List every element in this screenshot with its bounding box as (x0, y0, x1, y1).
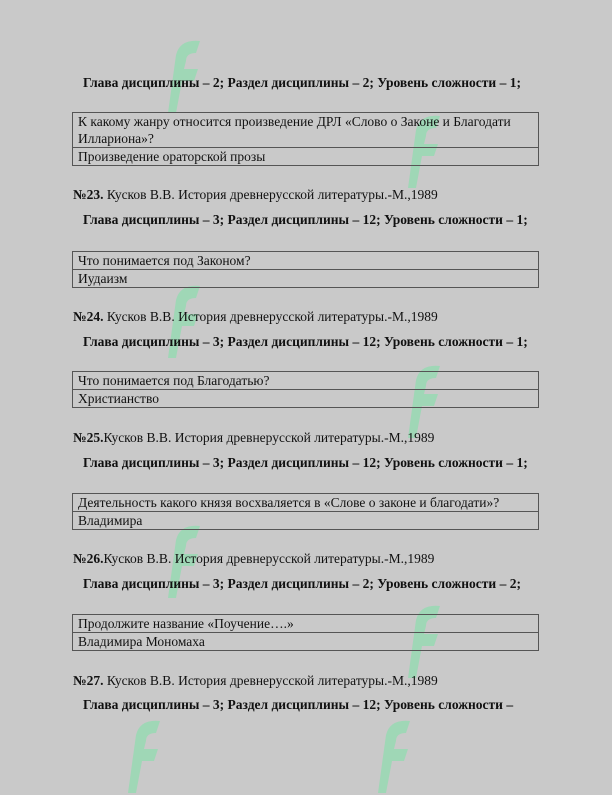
answer-cell: Произведение ораторской прозы (73, 147, 538, 165)
question-reference (73, 429, 434, 446)
question-table (72, 251, 539, 288)
section-heading: Глава дисциплины – 3; Раздел дисциплины – 12; Уровень сложности – 1; (83, 334, 528, 349)
question-cell: К какому жанру относится произведение ДРЛ «Слово о Законе и Благодати Иллариона»? (78, 114, 511, 146)
question-reference (73, 550, 434, 567)
watermark-logo-icon (360, 715, 418, 795)
question-number: №25. (73, 430, 104, 445)
question-table (72, 493, 539, 530)
question-number: №27. (73, 673, 104, 688)
question-reference (73, 186, 438, 203)
question-table (72, 614, 539, 651)
question-cell: Продолжите название «Поучение….» (78, 616, 294, 631)
section-heading: Глава дисциплины – 3; Раздел дисциплины – 2; Уровень сложности – 2; (83, 576, 521, 591)
question-number: №26. (73, 551, 104, 566)
answer-cell: Христианство (73, 389, 538, 407)
question-cell: Деятельность какого князя восхваляется в «Слове о законе и благодати»? (78, 495, 500, 510)
question-number: №23. (73, 187, 104, 202)
answer-cell: Владимира (73, 511, 538, 529)
section-heading: Глава дисциплины – 2; Раздел дисциплины – 2; Уровень сложности – 1; (83, 75, 521, 90)
question-reference (73, 672, 438, 689)
question-table (72, 112, 539, 166)
answer-cell: Иудаизм (73, 269, 538, 287)
reference-text: Кусков В.В. История древнерусской литературы.-М.,1989 (103, 309, 438, 324)
question-cell: Что понимается под Законом? (78, 253, 251, 268)
reference-text: Кусков В.В. История древнерусской литературы.-М.,1989 (103, 673, 438, 688)
reference-text: Кусков В.В. История древнерусской литературы.-М.,1989 (103, 187, 438, 202)
reference-text: Кусков В.В. История древнерусской литературы.-М.,1989 (103, 430, 435, 445)
section-heading: Глава дисциплины – 3; Раздел дисциплины – 12; Уровень сложности – 1; (83, 455, 528, 470)
question-cell: Что понимается под Благодатью? (78, 373, 270, 388)
question-number: №24. (73, 309, 104, 324)
watermark-logo-icon (110, 715, 168, 795)
section-heading: Глава дисциплины – 3; Раздел дисциплины – 12; Уровень сложности – 1; (83, 212, 528, 227)
question-table (72, 371, 539, 408)
answer-cell: Владимира Мономаха (73, 632, 538, 650)
question-reference (73, 308, 438, 325)
reference-text: Кусков В.В. История древнерусской литературы.-М.,1989 (103, 551, 435, 566)
section-heading: Глава дисциплины – 3; Раздел дисциплины – 12; Уровень сложности – (83, 697, 514, 712)
